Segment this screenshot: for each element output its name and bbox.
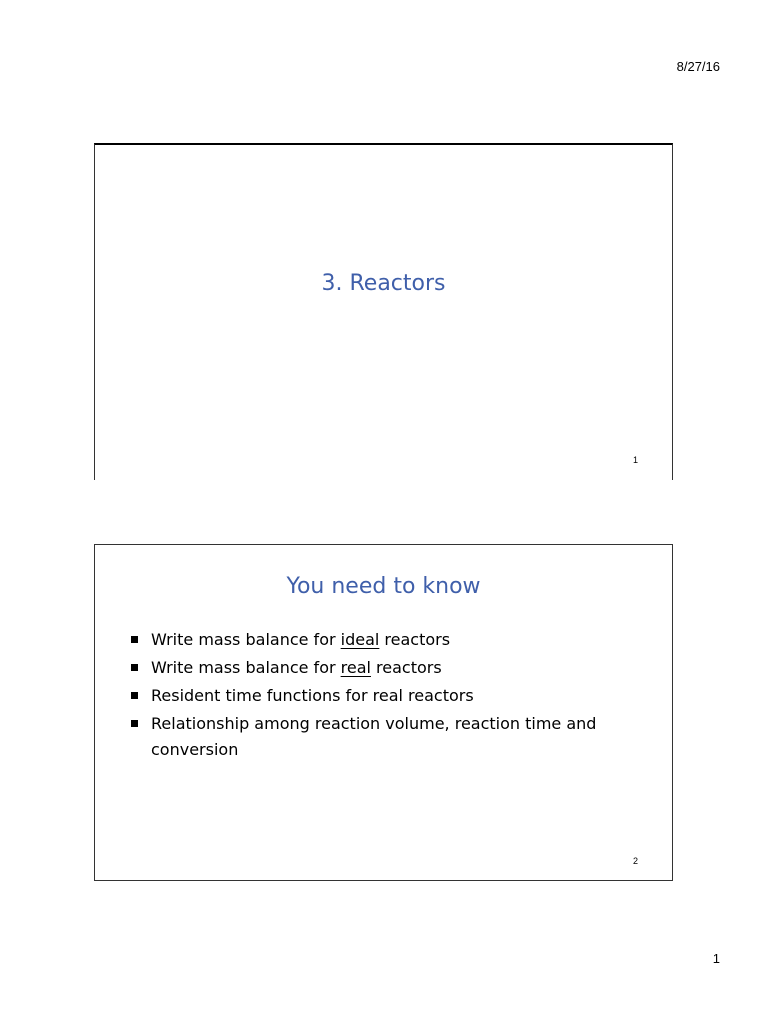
slide-title: You need to know (286, 574, 481, 599)
slide-1 (94, 143, 673, 480)
slide-number: 2 (632, 856, 638, 866)
square-bullet-icon (131, 664, 138, 671)
list-item (129, 711, 629, 763)
bullet-text-pre: Write mass balance for (151, 658, 341, 677)
list-item (129, 655, 629, 681)
square-bullet-icon (131, 636, 138, 643)
bullet-text-underlined: ideal (340, 630, 380, 649)
slide-2 (94, 544, 673, 881)
bullet-text-post: reactors (379, 630, 451, 649)
square-bullet-icon (131, 720, 138, 727)
bullet-text: Resident time functions for real reactors (151, 686, 474, 705)
bullet-text-underlined: real (340, 658, 371, 677)
bullet-text: Relationship among reaction volume, reaction time and conversion (151, 714, 597, 759)
list-item (129, 683, 629, 709)
print-date: 8/27/16 (676, 59, 720, 74)
page-number: 1 (712, 951, 720, 966)
slide-title: 3. Reactors (321, 271, 446, 296)
square-bullet-icon (131, 692, 138, 699)
list-item (129, 627, 629, 653)
bullet-text-post: reactors (370, 658, 442, 677)
bullet-list (129, 627, 629, 765)
slide-number: 1 (632, 455, 638, 465)
bullet-text-pre: Write mass balance for (151, 630, 341, 649)
